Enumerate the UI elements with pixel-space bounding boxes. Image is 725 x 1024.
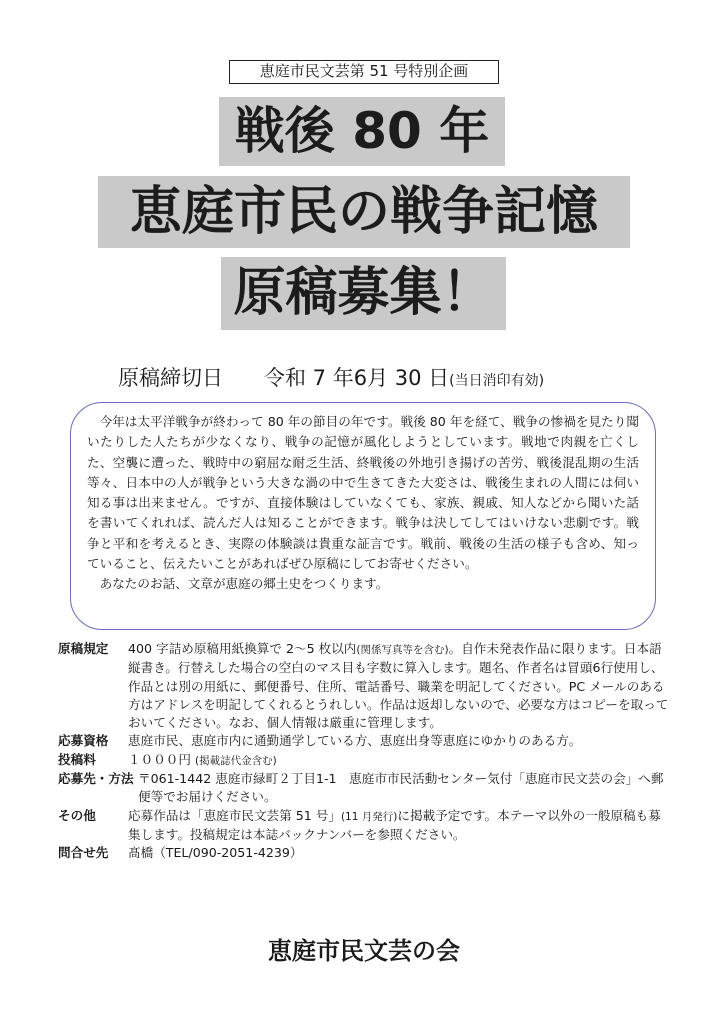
rule-other-note: (11 月発行): [340, 810, 398, 823]
rule-submit-value: 〒061-1442 恵庭市緑町２丁目1-1 恵庭市市民活動センター気付「恵庭市民文芸の会」へ郵便等でお届けください。: [138, 771, 664, 805]
rule-other-label: その他: [58, 807, 96, 823]
rule-submit-label: 応募先・方法: [58, 771, 134, 787]
rule-eligibility-value: 恵庭市民、恵庭市内に通勤通学している方、恵庭出身等恵庭にゆかりのある方。: [128, 733, 582, 749]
rule-other: [58, 807, 673, 845]
intro-message-box: [70, 402, 656, 630]
rule-other-lead: 応募作品は「恵庭市民文芸第 51 号」: [128, 807, 341, 823]
rule-contact-label: 問合せ先: [58, 845, 109, 861]
rule-submit: [58, 770, 673, 807]
submission-rules: [58, 640, 673, 863]
rule-other-value: [128, 807, 673, 845]
rule-fee-value: [128, 751, 673, 770]
rule-manuscript-value: [128, 640, 673, 732]
rule-other-rest: に掲載予定です。本テーマ以外の一般原稿も募集します。投稿規定は本誌バックナンバーを参照ください。: [128, 807, 661, 842]
rule-manuscript-lead: 400 字詰め原稿用紙換算で 2～5 枚以内: [128, 641, 357, 656]
deadline-line: [118, 362, 638, 394]
rule-contact: [58, 844, 673, 862]
rule-manuscript: [58, 640, 673, 732]
headline-line-2: 恵庭市民の戦争記憶: [98, 176, 630, 248]
headline-line-1: 戦後 80 年: [219, 97, 505, 166]
deadline-note: (当日消印有効): [449, 373, 545, 389]
rule-fee-amount: １０００円: [128, 751, 191, 767]
intro-paragraph-1: 今年は太平洋戦争が終わって 80 年の節目の年です。戦後 80 年を経て、戦争の惨禍を見たり聞いたりした人たちが少なくなり、戦争の記憶が風化しようとしています。戦地で肉親を亡くした、空襲に遭った、戦時中の窮屈な耐乏生活、終戦後の外地引き揚げの苦労、戦後混乱期の生活等々、日本中の人が戦争という大きな渦の中で生きてきた大変さは、戦後生まれの人間には伺い知る事は出来ません。ですが、直接体験はしていなくても、家族、親戚、知人などから聞いた話を書いてくれれば、読んだ人は知ることができます。戦争は決してしてはいけない悲劇です。戦争と平和を考えるとき、実際の体験談は貴重な証言です。戦前、戦後の生活の様子も含め、知っていること、伝えたいことがあればぜひ原稿にしてお寄せください。: [87, 414, 639, 572]
deadline-label: 原稿締切日: [118, 366, 223, 390]
organizer-name: 恵庭市民文芸の会: [268, 937, 460, 965]
headline-line-3: 原稿募集！: [221, 257, 506, 330]
rule-fee: [58, 751, 673, 770]
deadline-date: 令和 7 年6月 30 日: [264, 366, 450, 390]
rule-contact-value: 髙橋（TEL/090-2051-4239）: [128, 845, 303, 861]
rule-manuscript-rest: 。自作未発表作品に限ります。日本語縦書き。行替えした場合の空白のマス目も字数に算入します。題名、作者名は冒頭6行使用し、作品とは別の用紙に、郵便番号、住所、電話番号、職業を明記してください。PC メールのある方はアドレスを明記してくれるとうれしい。作品は返却しないので、必要な方はコピーを取っておいてください。なお、個人情報は厳重に管理します。: [128, 641, 669, 731]
rule-eligibility: [58, 732, 673, 750]
special-project-tag: 恵庭市民文芸第 51 号特別企画: [229, 60, 499, 84]
rule-fee-note: (掲載誌代金含む): [194, 754, 277, 767]
rule-manuscript-label: 原稿規定: [58, 641, 109, 656]
rule-manuscript-note: (関係写真等を含む): [356, 644, 449, 656]
intro-paragraph-2: あなたのお話、文章が恵庭の郷土史をつくります。: [99, 576, 389, 592]
rule-eligibility-label: 応募資格: [58, 733, 109, 749]
rule-fee-label: 投稿料: [58, 751, 96, 767]
